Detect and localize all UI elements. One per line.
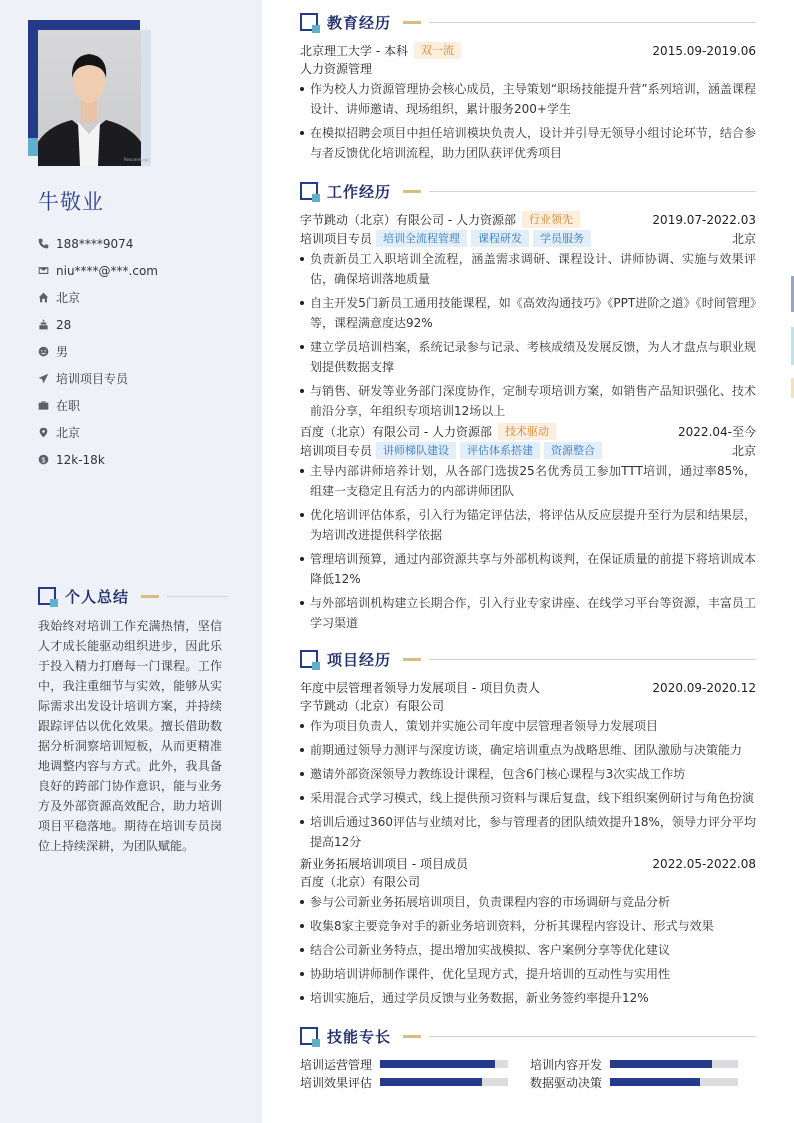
education-major: 人力资源管理 — [300, 62, 373, 76]
project-date: 2020.09-2020.12 — [652, 680, 756, 695]
svg-text:ResumeLogo: ResumeLogo — [124, 157, 150, 162]
work-heading: 工作经历 — [300, 180, 756, 202]
skills-heading: 技能专长 — [300, 1025, 756, 1047]
project-bullets — [300, 892, 756, 1008]
skill-tag: 资源整合 — [544, 442, 602, 459]
contact-info-list — [38, 230, 248, 473]
location-icon — [38, 426, 56, 440]
list-item: 管理培训预算，通过内部资源共享与外部机构谈判，在保证质量的前提下将培训成本降低12% — [300, 549, 756, 589]
project-name: 年度中层管理者领导力发展项目 - 项目负责人 — [300, 681, 540, 695]
info-email: niu****@***.com — [38, 257, 248, 284]
company-name: 字节跳动（北京）有限公司 - 人力资源部 — [300, 213, 516, 227]
list-item: 负责新员工入职培训全流程，涵盖需求调研、课程设计、讲师协调、实施与效果评估，确保培训落地质量 — [300, 249, 756, 289]
list-item: 邀请外部资深领导力教练设计课程，包含6门核心课程与3次实战工作坊 — [300, 764, 756, 784]
info-position: 培训项目专员 — [38, 365, 248, 392]
summary-heading: 个人总结 — [38, 585, 228, 607]
section-square-icon — [300, 13, 318, 31]
list-item: 协助培训讲师制作课件，优化呈现方式，提升培训的互动性与实用性 — [300, 964, 756, 984]
job-date: 2019.07-2022.03 — [652, 212, 756, 227]
list-item: 自主开发5门新员工通用技能课程，如《高效沟通技巧》《PPT进阶之道》《时间管理》等，课程满意度达92% — [300, 293, 756, 333]
skill-bar — [610, 1060, 738, 1068]
job-role: 培训项目专员 — [300, 444, 373, 458]
project-name: 新业务拓展培训项目 - 项目成员 — [300, 857, 468, 871]
list-item: 采用混合式学习模式，线上提供预习资料与课后复盘，线下组织案例研讨与角色扮演 — [300, 788, 756, 808]
skill-item: 培训效果评估 — [300, 1073, 530, 1091]
list-item: 主导内部讲师培养计划，从各部门选拔25名优秀员工参加TTT培训，通过率85%，组建一支稳定且有活力的内部讲师团队 — [300, 461, 756, 501]
info-home: 北京 — [38, 284, 248, 311]
section-square-icon — [300, 1027, 318, 1045]
skill-fill — [610, 1078, 700, 1086]
skill-tag: 培训全流程管理 — [376, 230, 467, 247]
skill-item: 培训内容开发 — [530, 1055, 756, 1073]
gender-icon — [38, 345, 56, 359]
send-icon — [38, 372, 56, 386]
list-item: 与销售、研发等业务部门深度协作，定制专项培训方案，如销售产品知识强化、技术前沿分享，年组织专项培训12场以上 — [300, 381, 756, 421]
skill-item: 培训运营管理 — [300, 1055, 530, 1073]
project-bullets — [300, 716, 756, 852]
svg-text:$: $ — [41, 457, 46, 465]
job-role-row — [300, 229, 756, 248]
list-item: 建立学员培训档案，系统记录参与记录、考核成绩及发展反馈，为人才盘点与职业规划提供数据支撑 — [300, 337, 756, 377]
photo-shadow — [141, 30, 151, 166]
list-item: 培训后通过360评估与业绩对比，参与管理者的团队绩效提升18%，领导力评分平均提高12分 — [300, 812, 756, 852]
skill-bar — [380, 1078, 508, 1086]
avatar-photo — [38, 30, 150, 166]
education-row — [300, 41, 756, 60]
skill-item: 数据驱动决策 — [530, 1073, 756, 1091]
company-name: 百度（北京）有限公司 - 人力资源部 — [300, 425, 492, 439]
skill-tag: 评估体系搭建 — [460, 442, 540, 459]
summary-text: 我始终对培训工作充满热情，坚信人才成长能驱动组织进步，因此乐于投入精力打磨每一门课程。工作中，我注重细节与实效，能够从实际需求出发设计培训方案，并持续跟踪评估以优化效果。擅长借助数据分析洞察培训短板，从而更精准地调整内容与方式。此外，我具备良好的跨部门协作意识，能与业务方及外部资源高效配合，助力培训项目平稳落地。期待在培训专员岗位上持续深耕，为团队赋能。 — [38, 619, 222, 853]
skill-bar — [610, 1078, 738, 1086]
salary-icon — [38, 453, 56, 467]
sidebar — [0, 0, 262, 1123]
email-icon — [38, 264, 56, 278]
job-row — [300, 210, 756, 229]
skill-fill — [380, 1060, 495, 1068]
skill-tag: 讲师梯队建设 — [376, 442, 456, 459]
job-city: 北京 — [731, 232, 756, 246]
info-gender: 男 — [38, 338, 248, 365]
list-item: 前期通过领导力测评与深度访谈，确定培训重点为战略思维、团队激励与决策能力 — [300, 740, 756, 760]
list-item: 参与公司新业务拓展培训项目，负责课程内容的市场调研与竞品分析 — [300, 892, 756, 912]
briefcase-icon — [38, 399, 56, 413]
skill-tag: 学员服务 — [533, 230, 591, 247]
cake-icon — [38, 318, 56, 332]
project-row — [300, 678, 756, 697]
list-item: 作为项目负责人，策划并实施公司年度中层管理者领导力发展项目 — [300, 716, 756, 736]
company-tag: 技术驱动 — [498, 423, 556, 440]
project-company: 百度（北京）有限公司 — [300, 875, 421, 889]
job-bullets — [300, 461, 756, 633]
work-section — [300, 180, 756, 637]
project-company: 字节跳动（北京）有限公司 — [300, 699, 445, 713]
info-phone: 188****9074 — [38, 230, 248, 257]
skills-grid — [300, 1055, 756, 1091]
section-square-icon — [300, 650, 318, 668]
skill-fill — [380, 1078, 482, 1086]
phone-icon — [38, 237, 56, 251]
list-item: 培训实施后，通过学员反馈与业务数据，新业务签约率提升12% — [300, 988, 756, 1008]
list-item: 收集8家主要竞争对手的新业务培训资料，分析其课程内容设计、形式与效果 — [300, 916, 756, 936]
info-location: 北京 — [38, 419, 248, 446]
home-icon — [38, 291, 56, 305]
job-date: 2022.04-至今 — [678, 425, 756, 439]
skills-section — [300, 1025, 756, 1091]
section-square-icon — [38, 587, 56, 605]
skill-tag: 课程研发 — [471, 230, 529, 247]
projects-section — [300, 648, 756, 1012]
education-bullets — [300, 79, 756, 163]
skill-bar — [380, 1060, 508, 1068]
info-status: 在职 — [38, 392, 248, 419]
job-role-row — [300, 441, 756, 460]
education-section — [300, 11, 756, 167]
school-tag: 双一流 — [414, 42, 461, 59]
job-row — [300, 422, 756, 441]
school-name: 北京理工大学 - 本科 — [300, 44, 408, 58]
project-row — [300, 854, 756, 873]
skill-fill — [610, 1060, 712, 1068]
job-bullets — [300, 249, 756, 421]
photo-accent — [28, 138, 38, 156]
info-age: 28 — [38, 311, 248, 338]
project-date: 2022.05-2022.08 — [652, 856, 756, 871]
info-salary: $ 12k-18k — [38, 446, 248, 473]
section-square-icon — [300, 182, 318, 200]
list-item: 与外部培训机构建立长期合作，引入行业专家讲座、在线学习平台等资源，丰富员工学习渠道 — [300, 593, 756, 633]
projects-heading: 项目经历 — [300, 648, 756, 670]
candidate-name: 牛敬业 — [38, 190, 104, 214]
education-heading: 教育经历 — [300, 11, 756, 33]
job-city: 北京 — [731, 444, 756, 458]
education-date: 2015.09-2019.06 — [652, 43, 756, 58]
list-item: 作为校人力资源管理协会核心成员，主导策划“职场技能提升营”系列培训，涵盖课程设计、讲师邀请、现场组织，累计服务200+学生 — [300, 79, 756, 119]
job-role: 培训项目专员 — [300, 232, 373, 246]
list-item: 结合公司新业务特点，提出增加实战模拟、客户案例分享等优化建议 — [300, 940, 756, 960]
list-item: 在模拟招聘会项目中担任培训模块负责人，设计并引导无领导小组讨论环节，结合参与者反馈优化培训流程，助力团队获评优秀项目 — [300, 123, 756, 163]
list-item: 优化培训评估体系，引入行为锚定评估法，将评估从反应层提升至行为层和结果层，为培训改进提供科学依据 — [300, 505, 756, 545]
company-tag: 行业领先 — [522, 211, 580, 228]
